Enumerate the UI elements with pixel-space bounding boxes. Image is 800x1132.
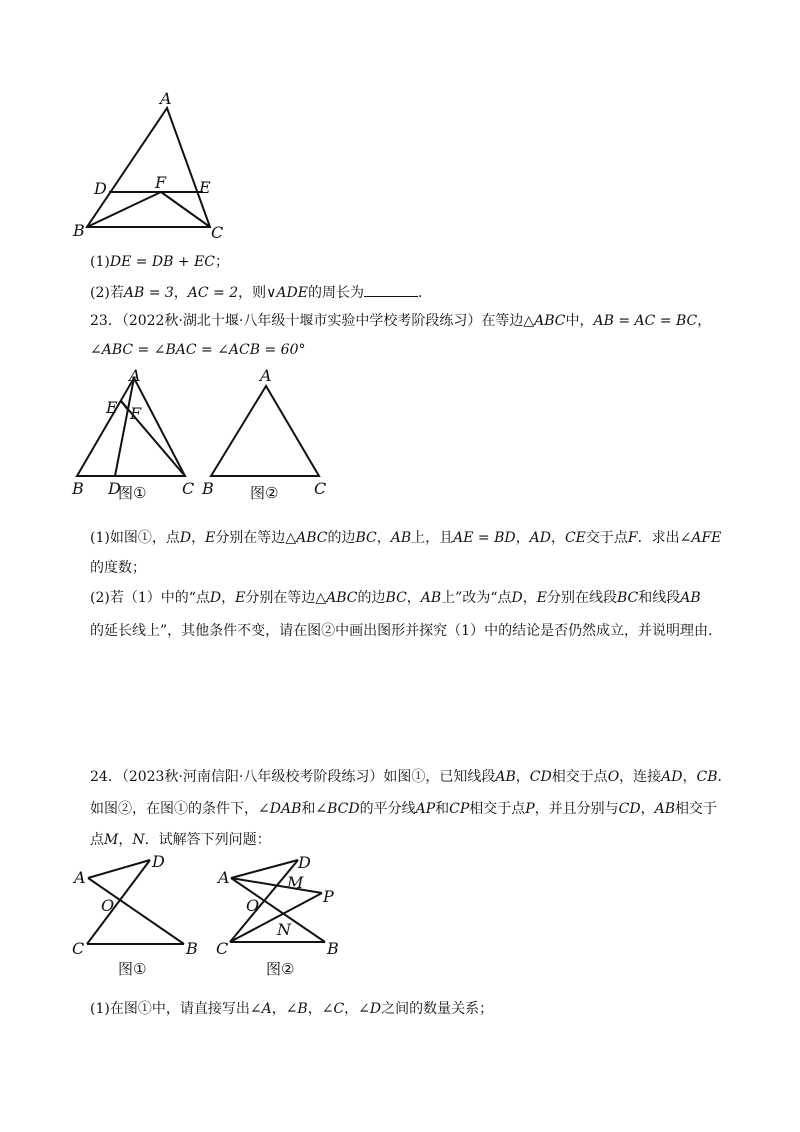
m: BC [385,590,407,606]
label-n: N [277,920,291,939]
q22-part1-prefix: (1) [90,254,110,270]
q24-line3 [90,830,271,850]
m: AB [420,590,442,606]
q23-line2 [90,340,306,360]
t: 分别在等边 [245,590,316,606]
m: CE [564,530,586,546]
m: CB [696,769,718,785]
equilateral-triangle-2 [211,386,319,476]
m: ∠DAB [258,801,302,817]
fig2-caption: 图② [250,484,279,502]
t: (2)若（1）中的“点 [90,590,210,606]
m: ∠D [358,1001,382,1017]
m: AD [661,769,683,785]
t: ， [550,530,565,546]
q22-part1 [90,252,229,272]
q22-part2-mid: ，则 [238,285,267,301]
m: AE = BD [453,530,516,546]
t: ， [118,832,133,848]
m: CP [449,801,470,817]
m: AB [390,530,412,546]
q24-line2 [90,799,717,819]
label-b: B [73,221,85,240]
fig1-label-a: A [129,366,141,385]
fig1-label-e: E [106,398,118,417]
t: ， [640,801,655,817]
t: ， [406,590,421,606]
label-e: E [199,178,211,197]
t: 点 [90,832,104,848]
t: ， [515,769,530,785]
t: 和 [435,801,450,817]
q22-part2-sep: ， [173,285,188,301]
t: ， [344,1001,359,1017]
label-d: D [94,179,107,198]
t: ， [307,1001,322,1017]
label-b: B [327,939,339,958]
fig1-label-d: D [108,479,121,498]
m: AB [654,801,676,817]
q23-part1-line1 [90,528,721,548]
m: M [104,832,119,848]
q22-part2-prefix: (2)若 [90,285,124,301]
fig1-caption: 图① [118,960,147,978]
label-p: P [323,887,334,906]
label-d: D [152,852,165,871]
label-f: F [155,173,167,192]
segment-cd [87,860,150,944]
label-c: C [211,223,224,242]
t: 和 [301,801,316,817]
q23-part2-line1 [90,588,701,608]
q24-line1 [90,767,732,787]
q23-angles-equal: ∠ABC = ∠BAC = ∠ACB = 60° [90,342,306,358]
t: 交于点 [585,530,628,546]
q23-part1-line2 [90,558,146,578]
q23-source: 23．（2022秋·湖北十堰·八年级十堰市实验中学校考阶段练习）在等边 [90,313,524,329]
t: 相交于点 [551,769,608,785]
t: ， [682,769,697,785]
t: (1)如图①，点 [90,530,180,546]
m: E [235,590,246,606]
t: (1)在图①中，请直接写出 [90,1001,250,1017]
t: 的平分线 [359,801,416,817]
q23-part2-line2 [90,621,713,641]
t: 上”改为“点 [441,590,512,606]
label-d: D [298,853,311,872]
segment-ad [88,860,150,878]
q22-part2 [90,282,422,303]
t: ．试解答下列问题： [144,832,271,848]
t: 相交于 [675,801,718,817]
q22-part1-math: DE = DB + EC [109,254,215,270]
m: BC [355,530,377,546]
q22-part2-ade: ∨ADE [266,285,308,301]
m: ∠C [321,1001,345,1017]
fig1-label-b: B [72,479,84,498]
q22-part2-ab: AB = 3 [123,285,174,301]
q23-figure-2 [200,366,340,506]
m: BC [616,590,639,606]
t: 的边 [327,530,356,546]
q23-end: ， [697,313,712,329]
t: 的度数； [90,560,146,576]
m: AD [529,530,551,546]
t: ， [191,530,206,546]
q22-part2-tail: . [417,285,423,301]
t: 24．（2023秋·河南信阳·八年级校考阶段练习）如图①，已知线段 [90,769,496,785]
label-c: C [216,939,229,958]
t: 上，且 [411,530,454,546]
label-b: B [186,939,198,958]
t: 之间的数量关系； [381,1001,494,1017]
label-a: A [74,868,86,887]
q23-sides-equal: AB = AC = BC [593,313,698,329]
t: ． [717,769,732,785]
segment-cp [230,893,322,942]
triangle-figure-q22 [70,90,240,250]
t: ．求出 [637,530,680,546]
segment-ef-extra [121,401,128,410]
t: ，并且分别与 [534,801,619,817]
t: 的边 [357,590,386,606]
m: ∠AFE [679,530,722,546]
fig2-label-b: B [202,479,214,498]
t: 和线段 [638,590,681,606]
fig2-label-a: A [260,366,272,385]
t: ， [221,590,236,606]
q22-part2-end: 的周长为 [307,285,364,301]
m: △ABC [315,590,358,606]
fig1-label-c: C [182,479,195,498]
fig1-caption: 图① [118,484,147,502]
m: ∠BCD [315,801,360,817]
answer-blank[interactable] [364,282,418,297]
m: AB [495,769,516,785]
m: AB [680,590,701,606]
m: CD [529,769,552,785]
q23-figure-1 [70,366,210,506]
m: D [179,530,192,546]
m: D [209,590,222,606]
m: △ABC [285,530,328,546]
q22-part2-ac: AC = 2 [187,285,239,301]
t: ， [522,590,537,606]
m: CD [618,801,641,817]
label-o: O [246,896,260,915]
q24-figure-1 [70,852,210,982]
t: ， [515,530,530,546]
m: ∠B [285,1001,308,1017]
m: P [525,801,535,817]
label-c: C [72,939,85,958]
t: 分别在线段 [546,590,617,606]
fig1-label-f: F [130,404,142,423]
q24-part1 [90,999,493,1019]
t: ， [376,530,391,546]
segment-ap [231,878,322,893]
triangle-abc [87,108,210,227]
m: ∠A [249,1001,272,1017]
label-o: O [101,896,115,915]
m: O [607,769,620,785]
m: N [132,832,145,848]
q23-line1 [90,311,711,331]
m: F [627,530,638,546]
q23-triangle: △ABC [523,313,566,329]
t: ， [271,1001,286,1017]
q24-figure-2 [210,852,360,982]
m: E [536,590,547,606]
label-m: M [287,873,304,892]
m: AP [415,801,436,817]
label-a: A [218,868,230,887]
fig2-caption: 图② [266,960,295,978]
t: 的延长线上”，其他条件不变，请在图②中画出图形并探究（1）中的结论是否仍然成立，并说明理由. [90,623,713,639]
m: D [511,590,523,606]
label-a: A [160,89,172,108]
t: 相交于点 [469,801,526,817]
t: 如图②，在图①的条件下， [90,801,258,817]
m: E [205,530,216,546]
q23-mid: 中， [565,313,594,329]
fig2-label-c: C [314,479,327,498]
t: 分别在等边 [215,530,286,546]
q22-part1-suffix: ； [215,254,229,270]
t: ，连接 [619,769,662,785]
